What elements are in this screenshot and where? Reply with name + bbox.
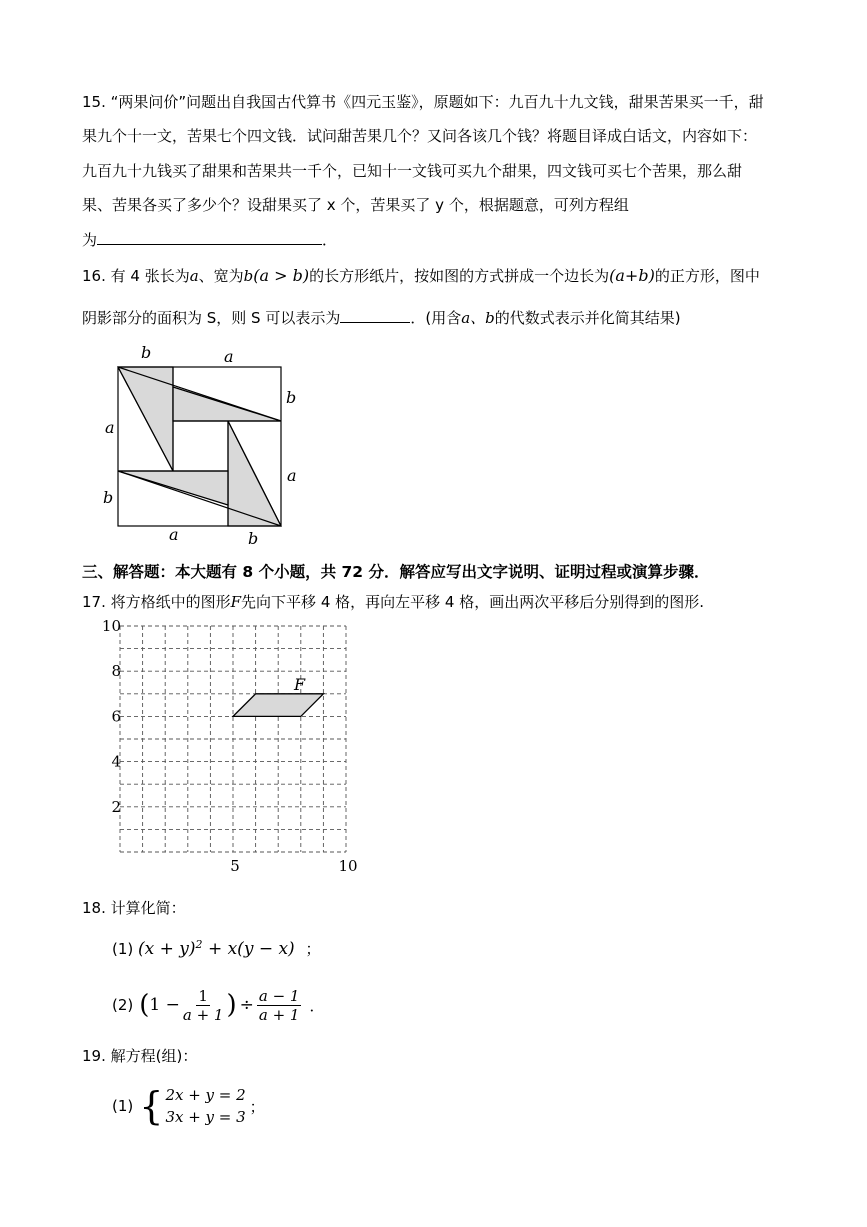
q19-eq2: 3x + y = 3 bbox=[165, 1108, 246, 1126]
q16-vars: a、b bbox=[461, 309, 495, 327]
q16-text-g: 的代数式表示并化简其结果) bbox=[494, 309, 681, 327]
q18-p2-fraction-1 bbox=[183, 987, 224, 1024]
q19-equations bbox=[165, 1084, 245, 1128]
q16-text-b: 、宽为 bbox=[198, 267, 244, 285]
q18-p2-num2: a − 1 bbox=[258, 986, 300, 1005]
q18-p2-close: ) bbox=[226, 990, 237, 1020]
label-right-a: a bbox=[287, 466, 297, 485]
q18-p1-number: (1) bbox=[112, 940, 134, 958]
q17-var-f: F bbox=[230, 593, 242, 611]
q15-line-5 bbox=[82, 228, 337, 250]
q16-answer-blank[interactable] bbox=[340, 306, 410, 323]
q16-text-a: 16. 有 4 张长为 bbox=[82, 267, 190, 285]
y-tick-6: 6 bbox=[111, 707, 121, 726]
q19-eq1: 2x + y = 2 bbox=[165, 1086, 246, 1104]
q15-answer-blank[interactable] bbox=[97, 228, 322, 245]
y-tick-4: 4 bbox=[111, 752, 121, 771]
q19-title: 19. 解方程(组)： bbox=[82, 1047, 198, 1065]
q19-p1-number: (1) bbox=[112, 1097, 134, 1115]
q18-title: 18. 计算化简： bbox=[82, 899, 186, 917]
y-tick-8: 8 bbox=[111, 662, 121, 681]
q19-end: ； bbox=[249, 1097, 265, 1116]
x-tick-10: 10 bbox=[338, 857, 358, 875]
q18-part-2: (2) ( 1 − $\frac{1}{a + 1}$ ) ÷ $\frac{a - 1}{a + 1}$ ． bbox=[112, 986, 325, 1024]
q16-text-c: 的长方形纸片，按如图的方式拼成一个边长为 bbox=[309, 267, 610, 285]
q18-part-1 bbox=[112, 935, 321, 959]
q16-condition: (a > b) bbox=[253, 266, 310, 285]
q15-line-4: 果、苦果各买了多少个？设甜果买了 x 个，苦果买了 y 个，根据题意，可列方程组 bbox=[82, 196, 629, 214]
q15-line-3: 九百九十九钱买了甜果和苦果共一千个，已知十一文钱可买九个甜果，四文钱可买七个苦果，那么甜 bbox=[82, 162, 743, 180]
label-bottom-b: b bbox=[248, 529, 259, 548]
q18-p2-divide: ÷ bbox=[239, 995, 254, 1015]
q17-line bbox=[82, 592, 704, 612]
q17-text-a: 17. 将方格纸中的图形 bbox=[82, 593, 231, 611]
q16-text-f: ．(用含 bbox=[410, 309, 462, 327]
q15-suffix: ． bbox=[322, 231, 338, 249]
q18-p2-num1: 1 bbox=[198, 986, 208, 1005]
q17-text-b: 先向下平移 4 格，再向左平移 4 格，画出两次平移后分别得到的图形. bbox=[241, 593, 704, 611]
y-tick-10: 10 bbox=[101, 617, 121, 635]
section-3-heading: 三、解答题：本大题有 8 个小题，共 72 分．解答应写出文字说明、证明过程或演算步骤． bbox=[82, 563, 710, 581]
q16-var-a: a bbox=[189, 267, 199, 285]
label-top-a: a bbox=[224, 347, 234, 366]
q19-brace: { bbox=[139, 1084, 164, 1128]
label-bottom-a: a bbox=[169, 525, 179, 544]
y-tick-2: 2 bbox=[111, 797, 121, 816]
q18-p1-exponent: 2 bbox=[195, 938, 203, 951]
label-left-b: b bbox=[103, 488, 114, 507]
q16-side-length: (a+b) bbox=[609, 266, 655, 285]
q16-line-2 bbox=[82, 306, 681, 328]
q16-line-1 bbox=[82, 266, 760, 286]
grid-lines bbox=[120, 626, 346, 852]
shape-f-label: F bbox=[294, 674, 306, 694]
label-top-b: b bbox=[141, 343, 152, 362]
q16-text-e: 阴影部分的面积为 S，则 S 可以表示为 bbox=[82, 309, 341, 327]
q16-square-figure bbox=[95, 340, 315, 550]
q15-prefix: 为 bbox=[82, 231, 98, 249]
shape-f bbox=[233, 694, 323, 717]
q18-p2-den2: a + 1 bbox=[258, 1005, 300, 1024]
label-left-a: a bbox=[105, 418, 115, 437]
q15-line-1: 15. “两果问价”问题出自我国古代算书《四元玉鉴》，原题如下：九百九十九文钱，甜果苦果买一千，甜 bbox=[82, 93, 764, 111]
q19-part-1 bbox=[112, 1082, 265, 1130]
q15-line-2: 果九个十一文，苦果七个四文钱．试问甜苦果几个？又问各该几个钱？将题目译成白话文，内容如下： bbox=[82, 127, 758, 145]
q18-p1-expr-b: + x(y − x) bbox=[202, 939, 295, 959]
q17-grid bbox=[95, 612, 375, 897]
q18-p2-den1: a + 1 bbox=[182, 1005, 224, 1024]
q18-p2-fraction-2 bbox=[257, 987, 302, 1024]
q16-text-d: 的正方形，图中 bbox=[654, 267, 760, 285]
q18-p1-expr-a: (x + y) bbox=[138, 939, 196, 959]
q16-var-b: b bbox=[243, 267, 254, 285]
q18-p2-number: (2) bbox=[112, 996, 134, 1014]
x-tick-5: 5 bbox=[230, 857, 240, 875]
q18-p2-end: ． bbox=[309, 996, 325, 1015]
label-right-b: b bbox=[286, 388, 297, 407]
q18-p1-end: ； bbox=[305, 940, 321, 958]
